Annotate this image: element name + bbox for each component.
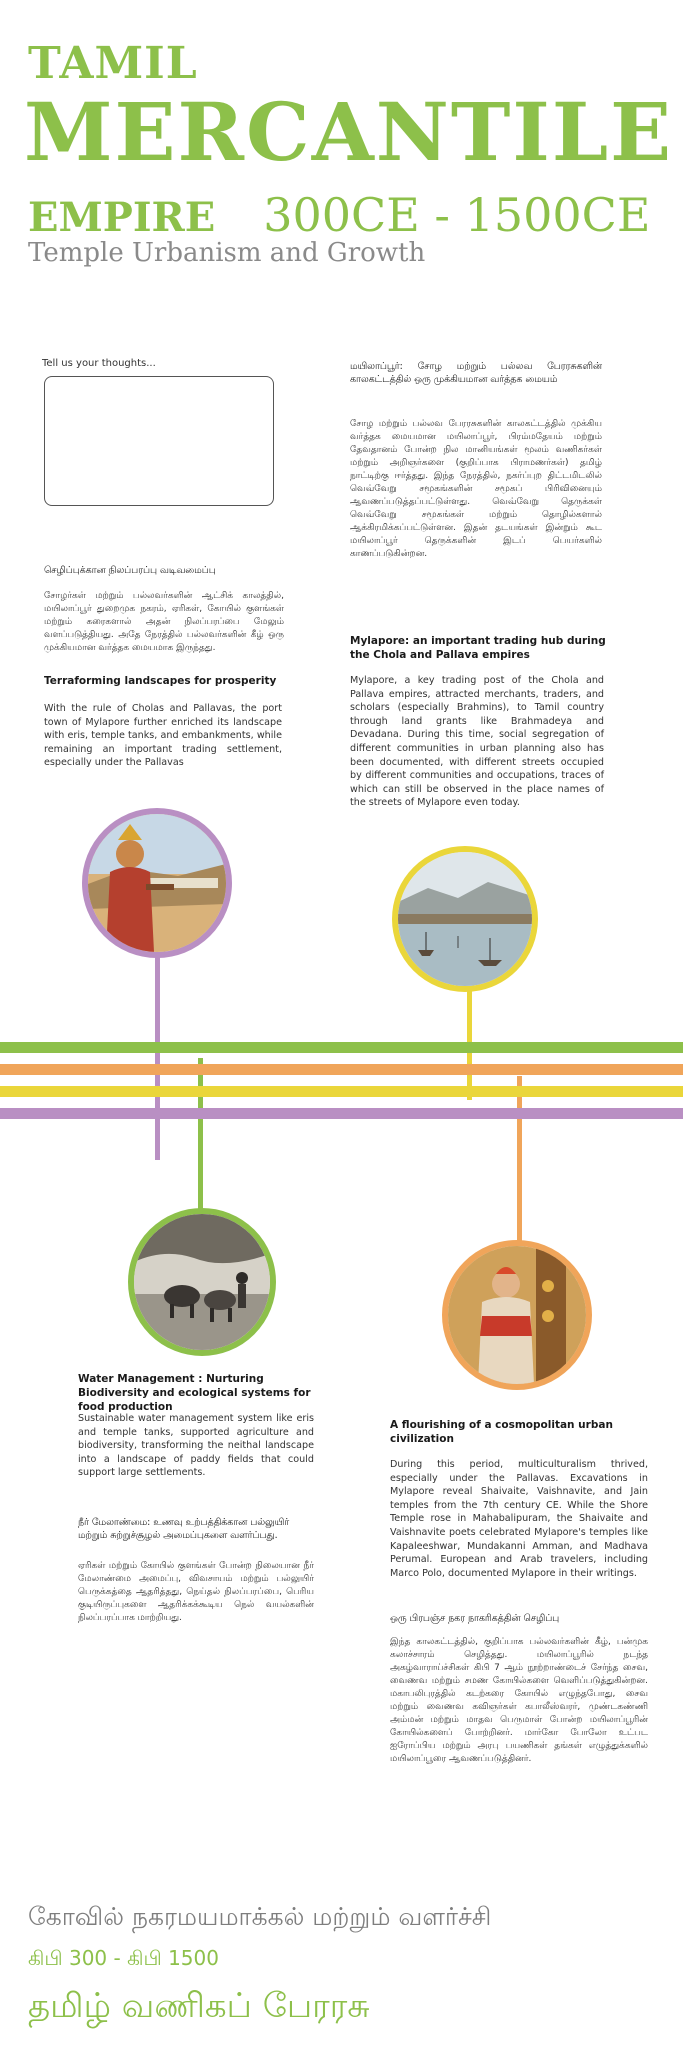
timeline-stripe-yellow	[0, 1086, 683, 1097]
harbor-painting-image	[392, 846, 538, 992]
footer-tamil-subtitle: கோவில் நகரமயமாக்கல் மற்றும் வளர்ச்சி	[28, 1902, 492, 1931]
mylapore-body: Mylapore, a key trading post of the Chola and Pallava empires, attracted merchants, traders, and scholars (especially Brahmins), to Tamil country through land grants like Brahmadeya and Devadana. During this time, social segregation of different communities in urban planning also has been documented, with different streets occupied by different communities and occupations, traces of which can still be observed in the place names of the streets of Mylapore even today.	[350, 675, 604, 809]
terraform-tamil-body: சோழர்கள் மற்றும் பல்லவர்களின் ஆட்சிக் காலத்தில், மயிலாப்பூர் துறைமுக நகரம், ஏரிகள், கோயில் குளங்கள் மற்றும் கரைகளால் அதன் நிலப்பரப்பை மேலும் வளப்படுத்தியது. அதே நேரத்தில் பல்லவர்களின் கீழ் ஒரு முக்கியமான வர்த்தக மையமாக இருந்தது.	[44, 591, 284, 653]
title-line-mercantile: MERCANTILE	[24, 85, 674, 179]
title-line-empire-dates	[28, 188, 650, 242]
mylapore-tamil-heading: மயிலாப்பூர்: சோழ மற்றும் பல்லவ பேரரசுகளின் காலகட்டத்தில் ஒரு முக்கியமான வர்த்தக மையம்	[350, 361, 602, 385]
thoughts-label: Tell us your thoughts...	[42, 358, 156, 369]
footer-tamil-dates: கிபி 300 - கிபி 1500	[28, 1946, 219, 1970]
water-body: Sustainable water management system like eris and temple tanks, supported agriculture and biodiversity, transforming the neithal landscape into a landscape of paddy fields that could support large settlements.	[78, 1413, 314, 1479]
page-subtitle: Temple Urbanism and Growth	[28, 238, 426, 268]
farming-photo-image	[128, 1208, 276, 1356]
water-tamil-body: ஏரிகள் மற்றும் கோயில் குளங்கள் போன்ற நிலையான நீர் மேலாண்மை அமைப்பு, விவசாயம் மற்றும் பல்லுயிர் பெருக்கத்தை ஆதரித்தது, நெய்தல் நிலப்பரப்பை, பெரிய குடியிருப்புகளை ஆதரிக்கக்கூடிய நெல் வயல்களின் நிலப்பரப்பாக மாற்றியது.	[78, 1561, 314, 1623]
terraform-tamil-heading: செழிப்புக்கான நிலப்பரப்பு வடிவமைப்பு	[44, 565, 216, 576]
cosmo-tamil-heading: ஒரு பிரபஞ்ச நகர நாகரிகத்தின் செழிப்பு	[390, 1613, 560, 1624]
thoughts-input[interactable]	[44, 376, 274, 506]
cosmo-body: During this period, multiculturalism thrived, especially under the Pallavas. Excavations in Mylapore reveal Shaivaite, Vaishnavite, and Jain temples from the 7th century CE. While the Shore Temple rose in Mahabalipuram, the Shaivaite and Vaishnavite poets celebrated Mylapore's temples like Kapaleeshwar, Mundakanni Amman, and Madhava Perumal. European and Arab travelers, including Marco Polo, documented Mylapore in their writings.	[390, 1459, 648, 1579]
cosmo-heading: A flourishing of a cosmopolitan urban civilization	[390, 1419, 613, 1445]
cosmo-tamil-body: இந்த காலகட்டத்தில், குறிப்பாக பல்லவர்களின் கீழ், பன்முக கலாச்சாரம் செழித்தது. மயிலாப்பூரில் நடந்த அகழ்வாராய்ச்சிகள் கிபி 7 ஆம் நூற்றாண்டைச் சேர்ந்த சைவ, வைணவ மற்றும் சமண கோயில்களை வெளிப்படுத்துகின்றன. மகாபலிபுரத்தில் கடற்கரை கோயில் எழுந்தபோது, சைவ மற்றும் வைணவ கவிஞர்கள் கபாலீஸ்வரர், முண்டகண்ணி அம்மன் மற்றும் மாதவ பெருமாள் போன்ற மயிலாப்பூரின் கோயில்களைப் போற்றினர். மார்கோ போலோ உட்பட ஐரோப்பிய மற்றும் அரபு பயணிகள் தங்கள் எழுத்துக்களில் மயிலாப்பூரை ஆவணப்படுத்தினர்.	[390, 1637, 648, 1764]
connector-green	[198, 1058, 203, 1220]
title-line-tamil: TAMIL	[28, 38, 198, 89]
timeline-stripe-green	[0, 1042, 683, 1053]
title-empire: EMPIRE	[28, 194, 216, 241]
saint-painting-image	[442, 1240, 592, 1390]
mylapore-tamil-body: சோழ மற்றும் பல்லவ பேரரசுகளின் காலகட்டத்தில் முக்கிய வர்த்தக மையமான மயிலாப்பூர், பிரம்மதேயம் மற்றும் தேவதானம் போன்ற நில மானியங்கள் மூலம் வணிகர்கள் மற்றும் அறிஞர்களை (குறிப்பாக பிராமணர்கள்) தமிழ் நாட்டிற்கு ஈர்த்தது. இந்த நேரத்தில், நகர்ப்புற திட்டமிடலில் வெவ்வேறு சமூகங்களின் சமூகப் பிரிவினையும் ஆவணப்படுத்தப்பட்டுள்ளது. வெவ்வேறு தெருக்கள் வெவ்வேறு சமூகங்கள் மற்றும் தொழில்களால் ஆக்கிரமிக்கப்பட்டுள்ளன. இதன் தடயங்கள் இன்றும் கூட மயிலாப்பூர் தெருக்களின் இடப் பெயர்களில் காணப்படுகின்றன.	[350, 419, 602, 559]
connector-orange	[517, 1076, 522, 1260]
footer-tamil-title: தமிழ் வணிகப் பேரரசு	[28, 1986, 370, 2026]
water-tamil-heading: நீர் மேலாண்மை: உணவு உற்பத்திக்கான பல்லுயிர் மற்றும் சுற்றுச்சூழல் அமைப்புகளை வளர்ப்பது.	[78, 1517, 290, 1541]
timeline-stripe-purple	[0, 1108, 683, 1119]
terraform-body: With the rule of Cholas and Pallavas, the port town of Mylapore further enriched its landscape with eris, temple tanks, and embankments, while remaining an important trading settlement, especially under the Pallavas	[44, 703, 282, 769]
terraform-heading: Terraforming landscapes for prosperity	[44, 675, 277, 687]
water-heading: Water Management : Nurturing Biodiversity and ecological systems for food production	[78, 1373, 311, 1413]
king-painting-image	[82, 808, 232, 958]
timeline-stripe-orange	[0, 1064, 683, 1075]
mylapore-heading: Mylapore: an important trading hub during the Chola and Pallava empires	[350, 635, 606, 661]
title-dates: 300CE - 1500CE	[263, 188, 651, 242]
